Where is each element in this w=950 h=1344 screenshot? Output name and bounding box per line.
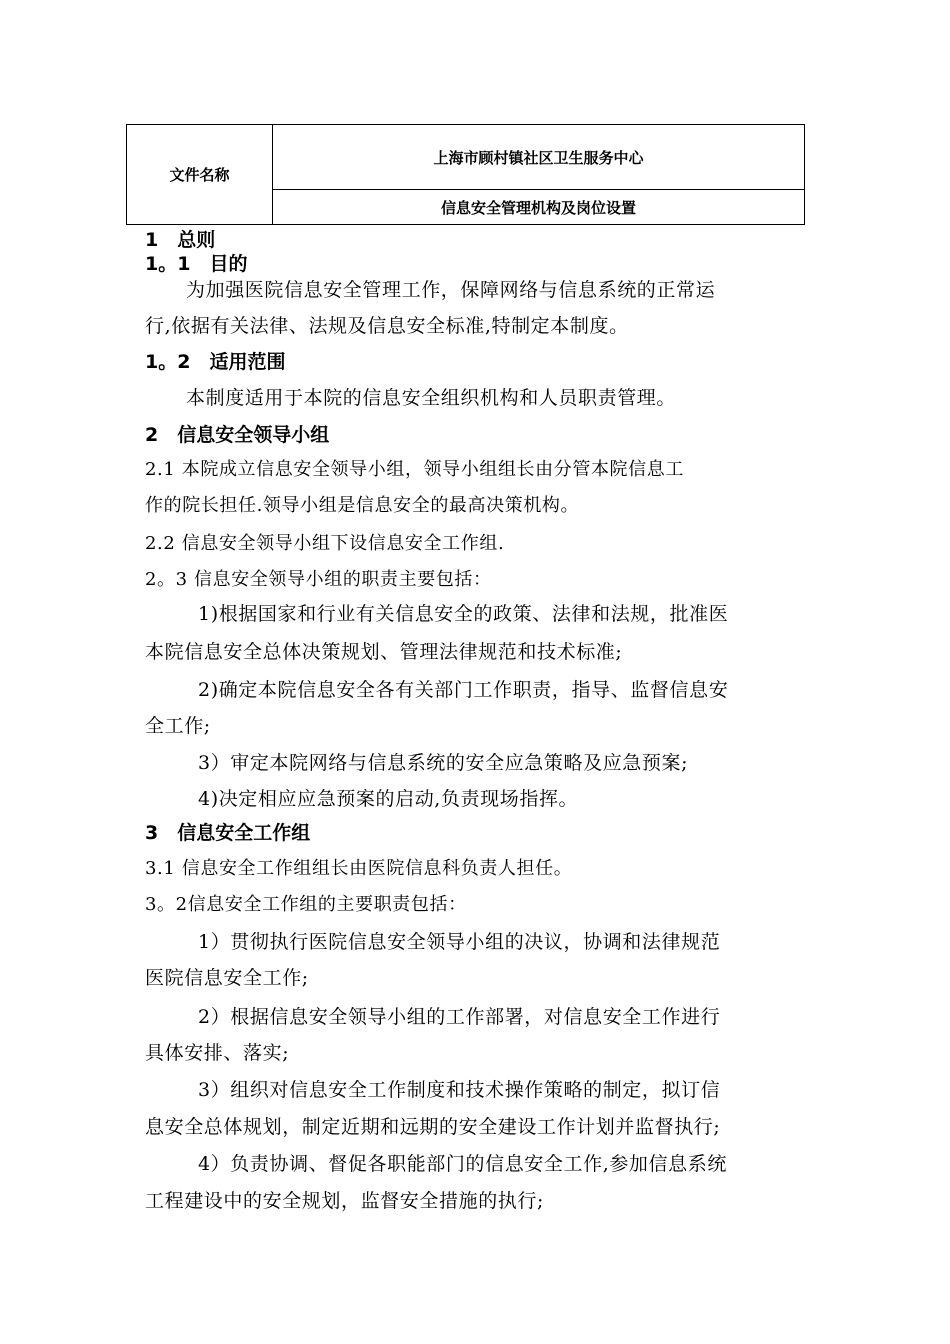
paragraph-line: 3。2信息安全工作组的主要职责包括：: [145, 894, 467, 915]
document-title: 信息安全管理机构及岗位设置: [440, 198, 636, 217]
list-item: 1)根据国家和行业有关信息安全的政策、法律和法规，批准医: [198, 603, 729, 625]
list-item: 1）贯彻执行医院信息安全领导小组的决议，协调和法律规范: [198, 931, 721, 953]
paragraph-line: 本制度适用于本院的信息安全组织机构和人员职责管理。: [186, 387, 677, 409]
paragraph-line: 2.1 本院成立信息安全领导小组，领导小组组长由分管本院信息工: [145, 459, 684, 480]
section-1-heading: 1 总则: [145, 229, 216, 251]
list-item: 2)确定本院信息安全各有关部门工作职责，指导、监督信息安: [198, 679, 729, 701]
section-2-heading: 2 信息安全领导小组: [145, 424, 330, 446]
list-item: 3）组织对信息安全工作制度和技术操作策略的制定，拟订信: [198, 1079, 721, 1101]
list-item-continuation: 医院信息安全工作;: [145, 967, 309, 989]
paragraph-line: 行,依据有关法律、法规及信息安全标准,特制定本制度。: [145, 315, 629, 337]
file-name-label: 文件名称: [127, 125, 273, 224]
section-3-heading: 3 信息安全工作组: [145, 822, 311, 844]
list-item-continuation: 工程建设中的安全规划，监督安全措施的执行;: [145, 1190, 545, 1212]
list-item: 2）根据信息安全领导小组的工作部署，对信息安全工作进行: [198, 1006, 721, 1028]
list-item: 4)决定相应应急预案的启动,负责现场指挥。: [198, 788, 579, 810]
paragraph-line: 3.1 信息安全工作组组长由医院信息科负责人担任。: [145, 858, 573, 879]
paragraph-line: 为加强医院信息安全管理工作，保障网络与信息系统的正常运: [186, 279, 716, 301]
list-item: 3）审定本院网络与信息系统的安全应急策略及应急预案;: [198, 752, 689, 774]
list-item-continuation: 全工作;: [145, 715, 211, 737]
list-item-continuation: 具体安排、落实;: [145, 1042, 290, 1064]
paragraph-line: 2。3 信息安全领导小组的职责主要包括：: [145, 569, 492, 590]
section-1-1-heading: 1。1 目的: [145, 253, 248, 275]
paragraph-line: 2.2 信息安全领导小组下设信息安全工作组.: [145, 533, 505, 554]
paragraph-line: 作的院长担任.领导小组是信息安全的最高决策机构。: [145, 495, 580, 516]
list-item-continuation: 本院信息安全总体决策规划、管理法律规范和技术标准;: [145, 641, 623, 663]
document-header-table: [126, 124, 805, 225]
organization-name: 上海市顾村镇社区卫生服务中心: [273, 125, 804, 190]
list-item: 4）负责协调、督促各职能部门的信息安全工作,参加信息系统: [198, 1153, 727, 1175]
list-item-continuation: 息安全总体规划，制定近期和远期的安全建设工作计划并监督执行;: [145, 1116, 721, 1138]
section-1-2-heading: 1。2 适用范围: [145, 351, 286, 373]
